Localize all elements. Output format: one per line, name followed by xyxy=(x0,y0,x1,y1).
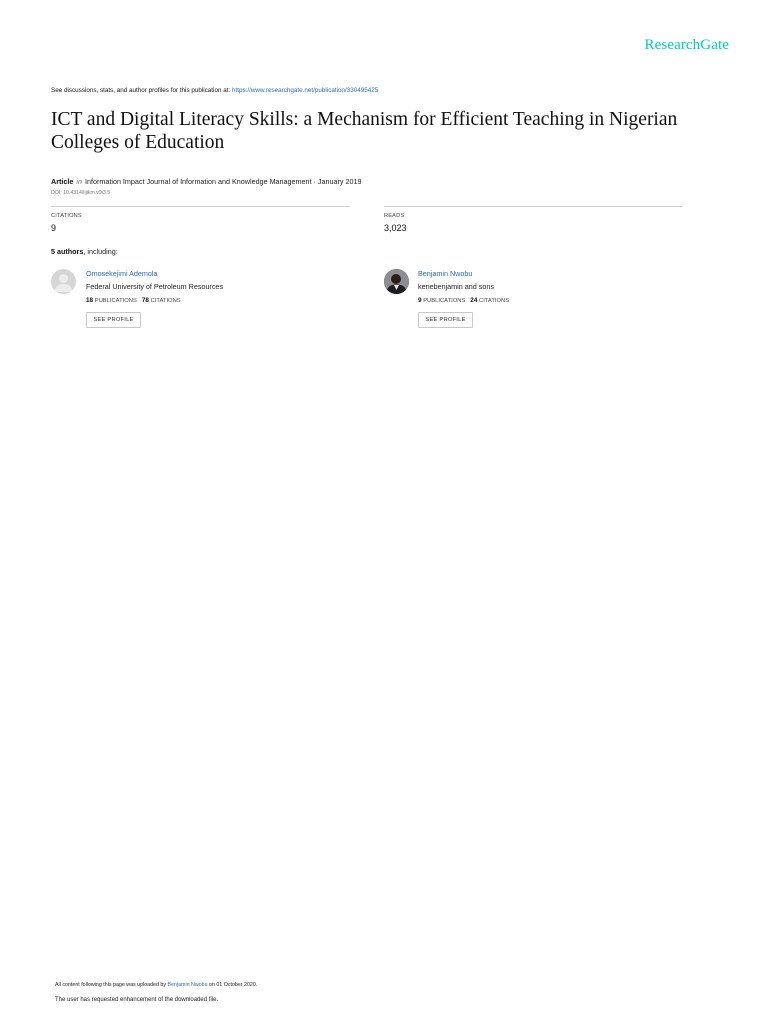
portrait-photo-icon xyxy=(384,269,409,294)
upload-prefix: All content following this page was uploaded by xyxy=(55,982,168,988)
see-profile-button[interactable]: SEE PROFILE xyxy=(418,312,473,328)
author-institution: kenebenjamin and sons xyxy=(418,282,494,291)
uploader-link[interactable]: Benjamin Nwobu xyxy=(167,982,208,988)
enhancement-note: The user has requested enhancement of the downloaded file. xyxy=(55,997,219,1003)
reads-divider xyxy=(384,206,683,207)
paper-meta xyxy=(51,177,361,186)
author-citations-count: 78 xyxy=(141,297,149,304)
user-silhouette-icon xyxy=(51,269,76,294)
authors-count: 5 authors xyxy=(51,247,84,256)
author-citations-count: 24 xyxy=(470,297,478,304)
reads-label: READS xyxy=(384,213,405,219)
authors-heading xyxy=(51,247,118,256)
publications-count: 9 xyxy=(418,297,422,304)
publication-link[interactable]: https://www.researchgate.net/publication/330495425 xyxy=(231,87,379,94)
user-photo-avatar-icon[interactable] xyxy=(384,269,409,294)
in-word: in xyxy=(76,177,82,186)
author-name-link[interactable]: Benjamin Nwobu xyxy=(418,269,473,278)
researchgate-logo[interactable]: ResearchGate xyxy=(644,37,729,53)
publications-label: PUBLICATIONS xyxy=(94,298,137,304)
see-discussions-line xyxy=(51,87,378,94)
author-stats xyxy=(86,297,181,304)
doi: DOI: 10.4314/iijikm.v9i3.5 xyxy=(51,190,111,196)
author-name-link[interactable]: Omosekejimi Ademola xyxy=(86,269,158,278)
article-type: Article xyxy=(51,177,74,186)
publications-count: 18 xyxy=(86,297,94,304)
citations-divider xyxy=(51,206,350,207)
see-profile-button[interactable]: SEE PROFILE xyxy=(86,312,141,328)
author-citations-label: CITATIONS xyxy=(150,298,181,304)
citations-count: 9 xyxy=(51,223,57,233)
author-stats xyxy=(418,297,509,304)
journal-venue: Information Impact Journal of Information and Knowledge Management · January 2019 xyxy=(84,177,362,186)
paper-title: ICT and Digital Literacy Skills: a Mechanism for Efficient Teaching in Nigerian Colleges of Education xyxy=(51,109,678,153)
author-citations-label: CITATIONS xyxy=(479,298,510,304)
authors-suffix: , including: xyxy=(83,247,118,256)
upload-suffix: on 01 October 2020. xyxy=(207,982,258,988)
reads-count: 3,023 xyxy=(384,223,407,233)
citations-label: CITATIONS xyxy=(51,213,82,219)
publications-label: PUBLICATIONS xyxy=(423,298,466,304)
default-user-avatar-icon[interactable] xyxy=(51,269,76,294)
author-institution: Federal University of Petroleum Resources xyxy=(86,282,224,291)
see-discussions-text: See discussions, stats, and author profiles for this publication at: xyxy=(51,87,232,94)
upload-notice xyxy=(55,982,257,988)
